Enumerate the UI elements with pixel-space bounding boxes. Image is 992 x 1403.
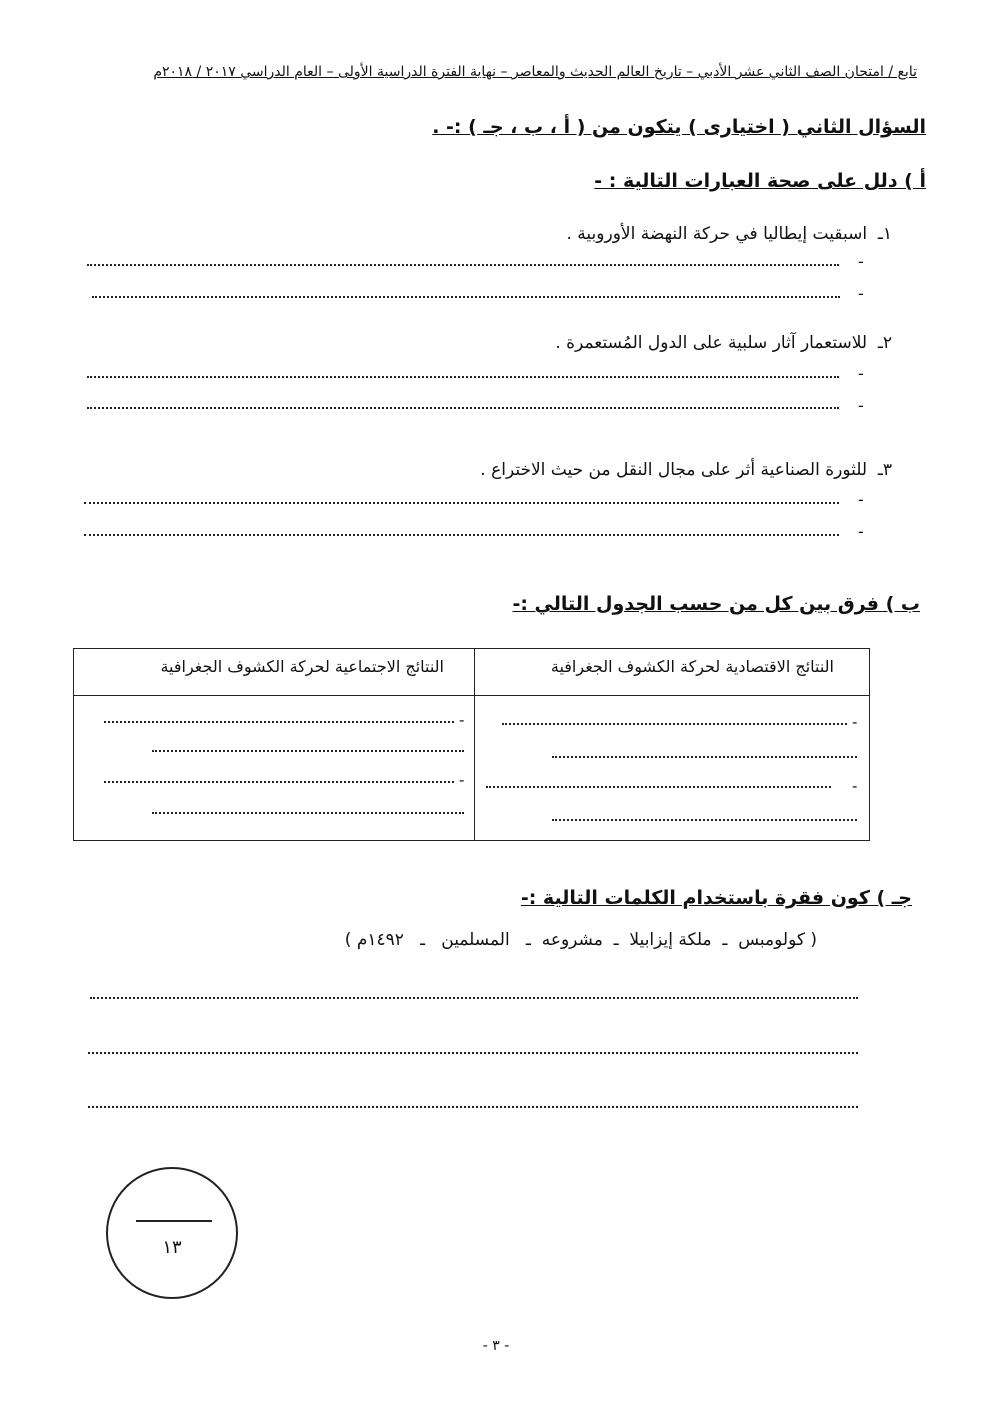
cell-dash: - bbox=[852, 713, 858, 731]
table-header-economic: النتائج الاقتصادية لحركة الكشوف الجغرافية bbox=[550, 657, 834, 676]
answer-dash: - bbox=[858, 522, 864, 541]
statement-text: للاستعمار آثار سلبية على الدول المُستعمرة . bbox=[555, 333, 868, 353]
statement-number: ٣ـ bbox=[877, 460, 892, 480]
score-fraction-line bbox=[136, 1220, 212, 1222]
part-b-title: ب ) فرق بين كل من حسب الجدول التالي :- bbox=[512, 593, 920, 615]
statement-3 bbox=[480, 460, 892, 480]
answer-line[interactable] bbox=[87, 264, 839, 266]
statement-2 bbox=[555, 333, 892, 353]
answer-dash: - bbox=[858, 490, 864, 509]
table-answer-line[interactable] bbox=[552, 756, 857, 758]
score-total: ١٣ bbox=[162, 1237, 182, 1258]
answer-line[interactable] bbox=[87, 407, 839, 409]
table-header-social: النتائج الاجتماعية لحركة الكشوف الجغرافية bbox=[160, 657, 444, 676]
cell-dash: - bbox=[459, 711, 465, 729]
table-divider bbox=[474, 649, 475, 840]
answer-line[interactable] bbox=[87, 376, 839, 378]
exam-header: تابع / امتحان الصف الثاني عشر الأدبي – تاريخ العالم الحديث والمعاصر – نهاية الفترة الدراسية الأولى – العام الدراسي ٢٠١٧ / ٢٠١٨م bbox=[153, 64, 917, 80]
answer-line[interactable] bbox=[92, 296, 840, 298]
statement-1 bbox=[567, 224, 893, 244]
answer-dash: - bbox=[858, 364, 864, 383]
statement-text: اسبقيت إيطاليا في حركة النهضة الأوروبية . bbox=[566, 224, 868, 244]
table-answer-line[interactable] bbox=[152, 750, 464, 752]
statement-number: ١ـ bbox=[877, 224, 892, 244]
page-number: - ٣ - bbox=[482, 1338, 510, 1354]
cell-dash: - bbox=[852, 777, 858, 795]
statement-text: للثورة الصناعية أثر على مجال النقل من حيث الاختراع . bbox=[480, 460, 868, 480]
paragraph-line[interactable] bbox=[88, 1106, 858, 1108]
answer-dash: - bbox=[858, 284, 864, 303]
keywords-list: ( كولومبس ـ ملكة إيزابيلا ـ مشروعه ـ المسلمين ـ ١٤٩٢م ) bbox=[344, 930, 817, 950]
statement-number: ٢ـ bbox=[877, 333, 892, 353]
paragraph-line[interactable] bbox=[90, 997, 858, 999]
answer-dash: - bbox=[858, 396, 864, 415]
table-answer-line[interactable] bbox=[104, 721, 454, 723]
table-answer-line[interactable] bbox=[552, 819, 857, 821]
table-answer-line[interactable] bbox=[104, 781, 454, 783]
table-header-divider bbox=[74, 695, 869, 696]
part-a-title: أ ) دلل على صحة العبارات التالية : - bbox=[594, 170, 926, 192]
table-answer-line[interactable] bbox=[152, 812, 464, 814]
score-circle bbox=[106, 1167, 238, 1299]
question-title: السؤال الثاني ( اختيارى ) يتكون من ( أ ، ب ، جـ ) :- . bbox=[432, 116, 926, 138]
table-answer-line[interactable] bbox=[502, 723, 847, 725]
answer-dash: - bbox=[858, 252, 864, 271]
part-c-title: جـ ) كون فقرة باستخدام الكلمات التالية :- bbox=[520, 887, 912, 909]
comparison-table bbox=[73, 648, 870, 841]
cell-dash: - bbox=[459, 771, 465, 789]
answer-line[interactable] bbox=[84, 534, 839, 536]
paragraph-line[interactable] bbox=[88, 1052, 858, 1054]
answer-line[interactable] bbox=[84, 502, 839, 504]
table-answer-line[interactable] bbox=[486, 786, 831, 788]
